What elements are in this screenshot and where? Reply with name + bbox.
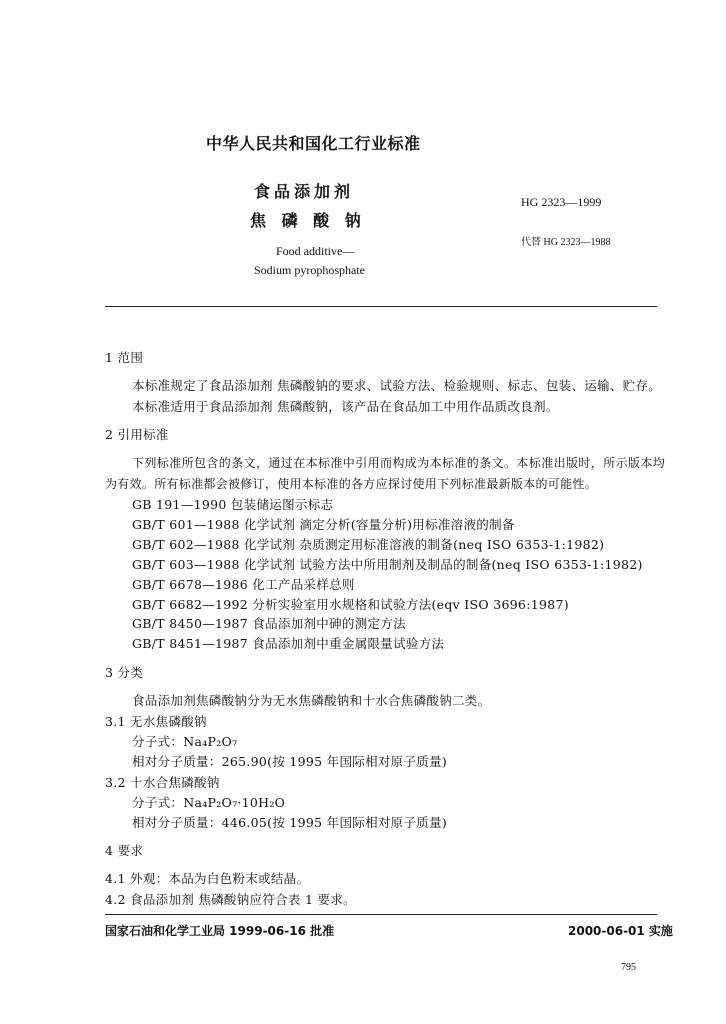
title-cn-line2: 焦 磷 酸 钠 (250, 211, 366, 230)
section-3-1-formula: 分子式：Na₄P₂O₇ (132, 734, 238, 749)
section-3-2-heading: 3.2 十水合焦磷酸钠 (105, 775, 220, 790)
section-2-intro-line-1: 下列标准所包含的条文，通过在本标准中引用而构成为本标准的条文。本标准出版时，所示版本均 (132, 456, 666, 470)
reference-item: GB/T 601—1988 化学试剂 滴定分析(容量分析)用标准溶液的制备 (132, 517, 515, 532)
reference-item: GB/T 8451—1987 食品添加剂中重金属限量试验方法 (132, 636, 445, 651)
section-3-1-mass: 相对分子质量：265.90(按 1995 年国际相对原子质量) (132, 754, 448, 769)
reference-item: GB/T 603—1988 化学试剂 试验方法中所用制剂及制品的制备(neq ISO 6353-1:1982) (132, 557, 643, 572)
title-en-line1: Food additive— (276, 244, 355, 258)
reference-item: GB/T 6678—1986 化工产品采样总则 (132, 577, 355, 592)
section-4-2: 4.2 食品添加剂 焦磷酸钠应符合表 1 要求。 (105, 892, 356, 907)
section-2-intro-line-2: 为有效。所有标准都会被修订，使用本标准的各方应探讨使用下列标准最新版本的可能性。 (105, 477, 598, 491)
footer-divider (105, 914, 657, 915)
section-3-intro: 食品添加剂焦磷酸钠分为无水焦磷酸钠和十水合焦磷酸钠二类。 (132, 693, 491, 708)
section-3-1-heading: 3.1 无水焦磷酸钠 (105, 714, 207, 729)
section-1-para-1: 本标准规定了食品添加剂 焦磷酸钠的要求、试验方法、检验规则、标志、包装、运输、贮存。 (132, 378, 662, 393)
reference-item: GB/T 8450—1987 食品添加剂中砷的测定方法 (132, 616, 406, 631)
section-3-2-mass: 相对分子质量：446.05(按 1995 年国际相对原子质量) (132, 815, 448, 830)
reference-item: GB/T 602—1988 化学试剂 杂质测定用标准溶液的制备(neq ISO 6353-1:1982) (132, 537, 605, 552)
reference-item: GB 191—1990 包装储运图示标志 (132, 497, 334, 512)
approval-line: 国家石油和化学工业局 1999-06-16 批准 (105, 924, 335, 938)
header-divider (105, 306, 657, 307)
section-3-2-formula: 分子式：Na₄P₂O₇·10H₂O (132, 795, 286, 810)
title-en-line2: Sodium pyrophosphate (254, 263, 365, 277)
standard-number: HG 2323—1999 (521, 195, 602, 209)
replaces-standard: 代替 HG 2323—1988 (521, 237, 611, 248)
section-1-para-2: 本标准适用于食品添加剂 焦磷酸钠，该产品在食品加工中用作品质改良剂。 (132, 399, 559, 414)
reference-item: GB/T 6682—1992 分析实验室用水规格和试验方法(eqv ISO 3696:1987) (132, 597, 569, 612)
org-title: 中华人民共和国化工行业标准 (206, 134, 421, 153)
effective-date: 2000-06-01 实施 (568, 924, 673, 938)
section-4-heading: 4 要求 (105, 843, 144, 858)
section-1-heading: 1 范围 (105, 350, 144, 365)
page-number: 795 (621, 962, 636, 973)
title-cn-line1: 食品添加剂 (254, 182, 355, 201)
section-3-heading: 3 分类 (105, 665, 144, 680)
section-2-heading: 2 引用标准 (105, 427, 169, 442)
section-4-1: 4.1 外观：本品为白色粉末或结晶。 (105, 871, 310, 886)
